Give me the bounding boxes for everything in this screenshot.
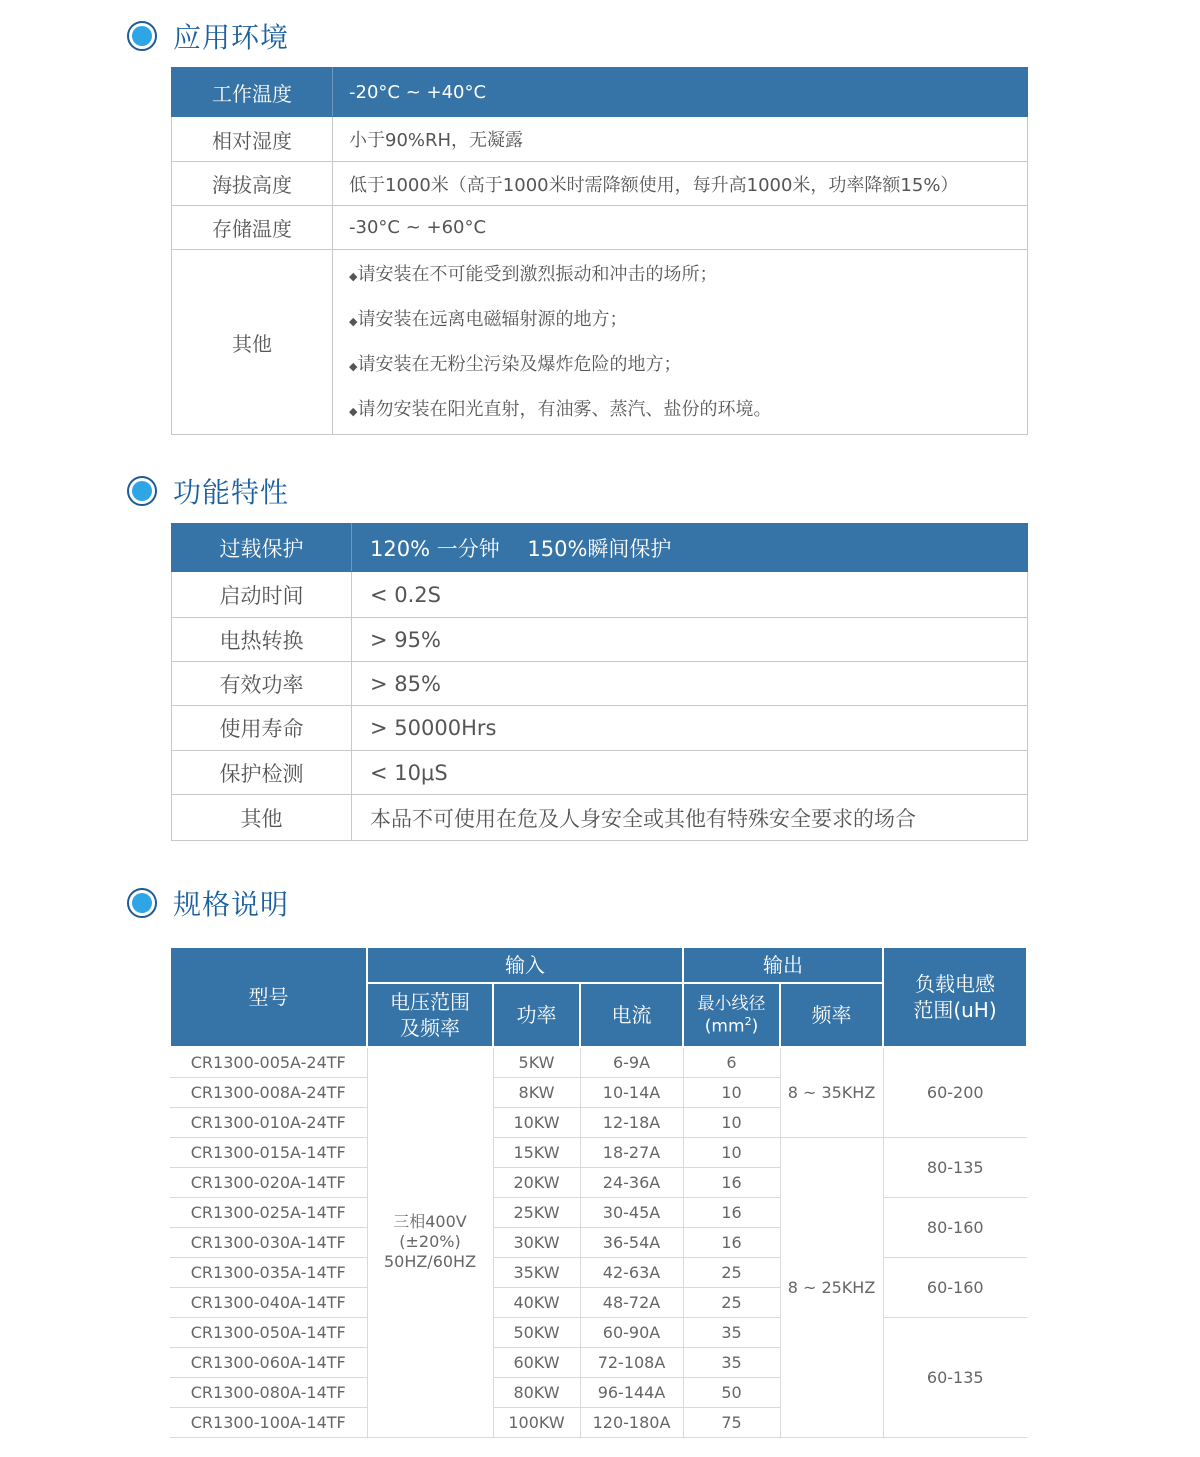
table-row	[172, 618, 1028, 662]
header-model: 型号	[170, 947, 367, 1047]
table-row: CR1300-020A-14TF 20KW 24-36A 16	[170, 1167, 1027, 1197]
row-value: > 50000Hrs	[352, 706, 1028, 751]
table-row: CR1300-025A-14TF 25KW 30-45A 16 80-160	[170, 1197, 1027, 1227]
table-row: CR1300-050A-14TF 50KW 60-90A 35 60-135	[170, 1317, 1027, 1347]
inductance-cell: 60-200	[883, 1047, 1027, 1137]
table-row: CR1300-015A-14TF 15KW 18-27A 10 8 ~ 25KHZ 80-135	[170, 1137, 1027, 1167]
table-row: CR1300-030A-14TF 30KW 36-54A 16	[170, 1227, 1027, 1257]
row-label: 保护检测	[172, 751, 352, 795]
row-label: 其他	[172, 250, 333, 435]
row-value: -20°C ~ +40°C	[333, 68, 1028, 117]
row-value: > 85%	[352, 662, 1028, 706]
row-label: 其他	[172, 795, 352, 841]
voltage-cell: 三相400V (±20%) 50HZ/60HZ	[367, 1047, 493, 1437]
header-power: 功率	[493, 983, 580, 1047]
radio-bullet-icon	[127, 21, 157, 51]
list-item: ◆请安装在不可能受到激烈振动和冲击的场所；	[349, 264, 718, 285]
table-row: CR1300-100A-14TF 100KW 120-180A 75	[170, 1407, 1027, 1437]
list-item: ◆请安装在远离电磁辐射源的地方；	[349, 309, 628, 330]
table-row	[172, 572, 1028, 618]
row-label: 相对湿度	[172, 117, 333, 162]
header-frequency: 频率	[780, 983, 883, 1047]
table-header-row	[172, 524, 1028, 572]
table-row	[172, 751, 1028, 795]
section-title-text: 应用环境	[173, 21, 290, 54]
section-title-text: 规格说明	[173, 888, 290, 921]
notes-list	[333, 250, 1028, 435]
section-title-features	[127, 471, 289, 511]
table-row: CR1300-008A-24TF 8KW 10-14A 10	[170, 1077, 1027, 1107]
row-label: 工作温度	[172, 68, 333, 117]
radio-bullet-icon	[127, 476, 157, 506]
inductance-cell: 80-135	[883, 1137, 1027, 1197]
table-row: CR1300-035A-14TF 35KW 42-63A 25 60-160	[170, 1257, 1027, 1287]
section-title-text: 功能特性	[173, 476, 290, 509]
header-current: 电流	[580, 983, 683, 1047]
row-value: 本品不可使用在危及人身安全或其他有特殊安全要求的场合	[352, 795, 1028, 841]
frequency-cell: 8 ~ 35KHZ	[780, 1047, 883, 1137]
row-label: 使用寿命	[172, 706, 352, 751]
row-value: 低于1000米（高于1000米时需降额使用，每升高1000米，功率降额15%）	[333, 162, 1028, 206]
diamond-bullet-icon: ◆	[349, 360, 358, 373]
header-wire: 最小线径 $(mm^2)$	[683, 983, 780, 1047]
list-item: ◆请安装在无粉尘污染及爆炸危险的地方；	[349, 354, 682, 375]
radio-bullet-icon	[127, 888, 157, 918]
row-value: < 10μS	[352, 751, 1028, 795]
table-row-other	[172, 250, 1028, 435]
table-row	[172, 662, 1028, 706]
table-row	[172, 162, 1028, 206]
row-label: 海拔高度	[172, 162, 333, 206]
list-item: ◆请勿安装在阳光直射，有油雾、蒸汽、盐份的环境。	[349, 399, 772, 420]
table-row: CR1300-040A-14TF 40KW 48-72A 25	[170, 1287, 1027, 1317]
row-label: 电热转换	[172, 618, 352, 662]
row-value: 120% 一分钟 150%瞬间保护	[352, 524, 1028, 572]
header-inductance: 负载电感 范围(uH)	[883, 947, 1027, 1047]
environment-table	[171, 67, 1028, 435]
features-table	[171, 523, 1028, 841]
table-row	[172, 706, 1028, 751]
table-row	[172, 206, 1028, 250]
row-value: < 0.2S	[352, 572, 1028, 618]
header-input: 输入	[367, 947, 683, 983]
row-label: 启动时间	[172, 572, 352, 618]
specs-table	[169, 946, 1028, 1438]
header-voltage: 电压范围 及频率	[367, 983, 493, 1047]
row-label: 过载保护	[172, 524, 352, 572]
diamond-bullet-icon: ◆	[349, 315, 358, 328]
header-output: 输出	[683, 947, 883, 983]
table-row: CR1300-060A-14TF 60KW 72-108A 35	[170, 1347, 1027, 1377]
diamond-bullet-icon: ◆	[349, 405, 358, 418]
section-title-environment	[127, 16, 289, 56]
table-row	[172, 117, 1028, 162]
row-label: 有效功率	[172, 662, 352, 706]
table-header-row	[172, 68, 1028, 117]
table-row: CR1300-080A-14TF 80KW 96-144A 50	[170, 1377, 1027, 1407]
row-value: > 95%	[352, 618, 1028, 662]
frequency-cell: 8 ~ 25KHZ	[780, 1137, 883, 1437]
inductance-cell: 80-160	[883, 1197, 1027, 1257]
row-label: 存储温度	[172, 206, 333, 250]
row-value: -30°C ~ +60°C	[333, 206, 1028, 250]
row-value: 小于90%RH，无凝露	[333, 117, 1028, 162]
section-title-specs	[127, 883, 289, 923]
inductance-cell: 60-135	[883, 1317, 1027, 1437]
inductance-cell: 60-160	[883, 1257, 1027, 1317]
table-row: CR1300-010A-24TF 10KW 12-18A 10	[170, 1107, 1027, 1137]
table-row	[172, 795, 1028, 841]
diamond-bullet-icon: ◆	[349, 270, 358, 283]
table-header-row	[170, 947, 1027, 983]
table-row: CR1300-005A-24TF 三相400V (±20%) 50HZ/60HZ 5KW 6-9A 6 8 ~ 35KHZ 60-200	[170, 1047, 1027, 1077]
